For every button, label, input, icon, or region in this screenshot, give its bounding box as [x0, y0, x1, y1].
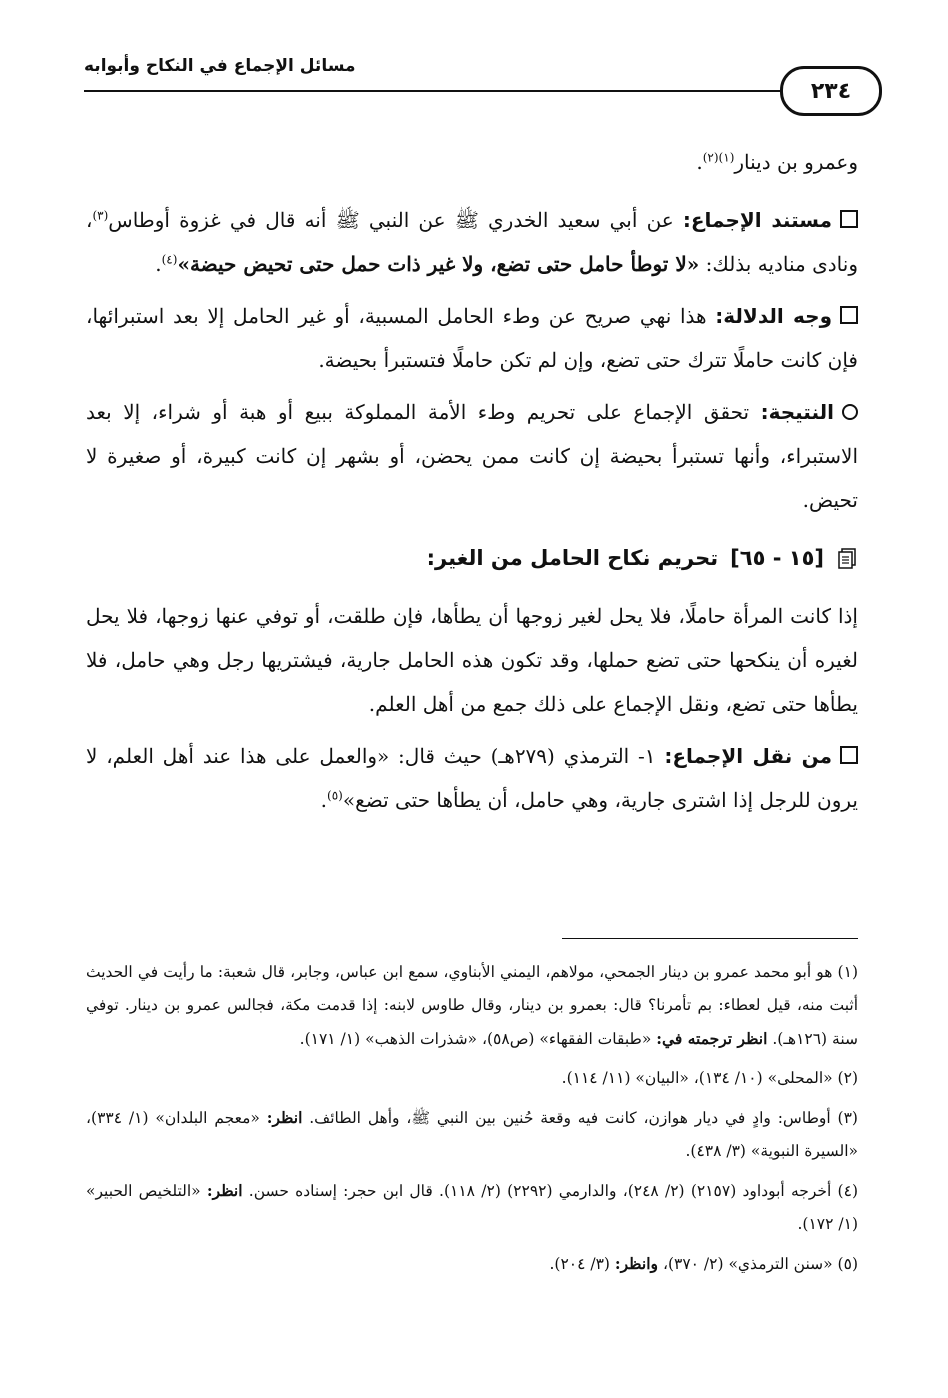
paragraph-indication	[86, 294, 858, 382]
fn3-refs: «معجم البلدان» (١/ ٣٣٤)، «السيرة النبوية» (٣/ ٤٣٨).	[86, 1109, 858, 1160]
p1-text-2: ، ونادى مناديه بذلك:	[86, 208, 858, 276]
fn2-text: (٢) «المحلى» (١٠/ ١٣٤)، «البيان» (١١/ ١١٤).	[561, 1069, 858, 1087]
footnote-3	[86, 1101, 858, 1168]
square-bullet-icon	[840, 746, 858, 764]
header-rule	[84, 90, 810, 92]
fn5-refs: (٣/ ٢٠٤).	[549, 1255, 610, 1273]
p1-tail: .	[155, 252, 162, 276]
page-number: ٢٣٤	[780, 66, 882, 116]
footnote-4	[86, 1174, 858, 1241]
section-title: تحريم نكاح الحامل من الغير:	[426, 546, 719, 570]
hadith-quote: «لا توطأ حامل حتى تضع، ولا غير ذات حمل حتى تحيض حيضة»	[177, 252, 700, 276]
footnote-1	[86, 956, 858, 1056]
paragraph-evidence	[86, 198, 858, 286]
p4-text: إذا كانت المرأة حاملًا، فلا يحل لغير زوجها أن يطأها، فإن طلقت، أو توفي عنها زوجها، فلا يحل لغيره أن ينكحها حتى تضع حملها، وقد تكون هذه الحامل جارية، فيشتريها رجل وهي حامل، فلا يطأها حتى تضع، ونقل الإجماع على ذلك جمع من أهل العلم.	[86, 604, 858, 716]
label-transmitters: من نقل الإجماع:	[664, 744, 832, 768]
main-text	[86, 140, 858, 830]
page-header	[84, 38, 858, 118]
circle-bullet-icon	[842, 404, 858, 420]
footnote-ref: (٤)	[161, 252, 178, 267]
label-indication: وجه الدلالة:	[715, 304, 833, 328]
fn1-refs: «طبقات الفقهاء» (ص٥٨)، «شذرات الذهب» (١/ ١٧١).	[299, 1030, 652, 1048]
fn4-refs: «التلخيص الحبير» (١/ ١٧٢).	[86, 1182, 858, 1233]
fn4-see: انظر:	[206, 1181, 243, 1200]
fn4-text: (٤) أخرجه أبوداود (٢١٥٧) (٢/ ٢٤٨)، والدارمي (٢٢٩٢) (٢/ ١١٨). قال ابن حجر: إسناده حسن.	[248, 1182, 858, 1200]
p2-text: هذا نهي صريح عن وطء الحامل المسبية، أو غير الحامل إلا بعد استبرائها، فإن كانت حاملًا تترك حتى تضع، وإن لم تكن حاملًا فتستبرأ بحيضة.	[86, 304, 858, 372]
fn1-text: (١) هو أبو محمد عمرو بن دينار الجمحي، مولاهم، اليمني الأبناوي، سمع ابن عباس، وجابر، قال شعبة: ما رأيت في الحديث أثبت منه، قيل لعطاء: بم تأمرنا؟ قال: بعمرو بن دينار، وقال طاوس لابنه: إذا قدمت مكة، فجالس عمرو بن دينار. توفي سنة (١٢٦هـ).	[86, 963, 858, 1048]
label-result: النتيجة:	[760, 400, 834, 424]
p1-text-1: عن أبي سعيد الخدري ﷺ عن النبي ﷺ أنه قال في غزوة أوطاس	[108, 208, 674, 232]
square-bullet-icon	[840, 306, 858, 324]
footnote-ref: (٣)	[92, 208, 109, 223]
fn5-see: وانظر:	[614, 1254, 659, 1273]
paragraph-continuation	[86, 140, 858, 184]
fn1-see: انظر ترجمته في:	[656, 1029, 768, 1048]
paragraph-result	[86, 390, 858, 522]
footnote-2	[86, 1062, 858, 1095]
footnote-5	[86, 1247, 858, 1281]
running-title: مسائل الإجماع في النكاح وأبوابه	[84, 56, 356, 76]
documents-icon	[836, 547, 858, 569]
footnote-rule	[562, 938, 858, 939]
p3-text: تحقق الإجماع على تحريم وطء الأمة المملوكة ببيع أو هبة أو شراء، إلا بعد الاستبراء، وأنها تستبرأ بحيضة إن كانت ممن يحضن، أو بشهر إن كانت كبيرة، أو صغيرة لا تحيض.	[86, 400, 858, 512]
p0-text: وعمرو بن دينار	[734, 150, 858, 174]
fn3-text: (٣) أوطاس: وادٍ في ديار هوازن، كانت فيه وقعة حُنين بين النبي ﷺ، وأهل الطائف.	[309, 1109, 858, 1127]
label-evidence: مستند الإجماع:	[682, 208, 832, 232]
footnote-ref: (١)(٢)	[702, 150, 735, 165]
paragraph-transmitters	[86, 734, 858, 822]
square-bullet-icon	[840, 210, 858, 228]
footnotes	[86, 956, 858, 1287]
section-heading	[86, 540, 858, 576]
section-number: [١٥ - ٦٥]	[730, 546, 824, 570]
fn5-text: (٥) «سنن الترمذي» (٢/ ٣٧٠)،	[658, 1255, 858, 1273]
p5-text: ١- الترمذي (٢٧٩هـ) حيث قال: «والعمل على هذا عند أهل العلم، لا يرون للرجل إذا اشترى جارية، وهي حامل، أن يطأها حتى تضع»	[86, 744, 858, 812]
paragraph-intro	[86, 594, 858, 726]
p5-tail: .	[320, 788, 328, 812]
fn3-see: انظر:	[266, 1108, 303, 1127]
p0-tail: .	[696, 150, 703, 174]
footnote-ref: (٥)	[327, 788, 343, 803]
